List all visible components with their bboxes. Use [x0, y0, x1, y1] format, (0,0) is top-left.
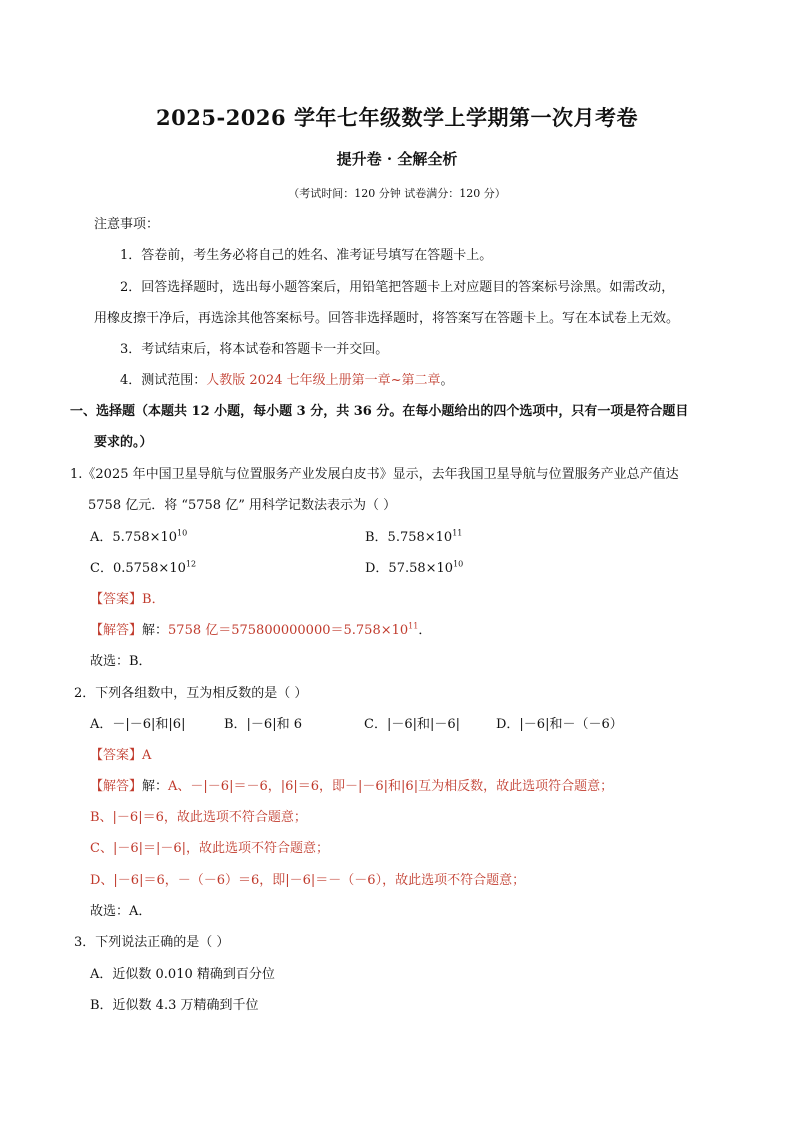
q1-solution-exp: 11	[408, 621, 419, 631]
notice-item-4-suffix: 。	[440, 373, 454, 388]
q2-solution-d: D、|－6|＝6，－（－6）＝6，即|－6|＝－（－6），故此选项不符合题意；	[90, 873, 526, 888]
q2-conclusion: 故选：A．	[90, 904, 152, 919]
q1-solution-end: ．	[418, 623, 432, 638]
q1-answer-value: B．	[142, 592, 165, 607]
q3-option-b: B．近似数 4.3 万精确到千位	[90, 998, 259, 1013]
q2-solution-b: B、|－6|＝6，故此选项不符合题意；	[90, 810, 307, 825]
q1-option-a-exp: 10	[177, 528, 188, 538]
q2-answer-value: A	[142, 748, 152, 763]
q3-option-a: A．近似数 0.010 精确到百分位	[90, 967, 275, 982]
notice-item-3: 3．考试结束后，将本试卷和答题卡一并交回。	[120, 342, 389, 357]
q1-option-b-exp: 11	[452, 528, 463, 538]
q1-stem-line-2: 5758 亿元．将 “5758 亿” 用科学记数法表示为（ ）	[88, 498, 397, 513]
notice-item-1: 1．答卷前，考生务必将自己的姓名、准考证号填写在答题卡上。	[120, 248, 493, 263]
q1-solution-tag: 【解答】	[90, 623, 143, 638]
q2-solution-prefix: 解：	[142, 779, 169, 794]
test-range: 人教版 2024 七年级上册第一章~第二章	[206, 373, 441, 388]
q2-option-d: D．|－6|和－（－6）	[496, 717, 623, 732]
q1-stem-line-1: 1.《2025 年中国卫星导航与位置服务产业发展白皮书》显示，去年我国卫星导航与位置服务产业总产值达	[70, 467, 679, 482]
q2-solution-a: A、－|－6|＝－6，|6|＝6，即－|－6|和|6|互为相反数，故此选项符合题意；	[168, 779, 614, 794]
q1-solution	[90, 622, 431, 640]
q2-answer-tag: 【答案】	[90, 748, 143, 763]
q1-option-d-base: D．57.58×10	[365, 561, 454, 576]
notice-heading: 注意事项：	[94, 217, 160, 232]
notice-item-2-line-1: 2．回答选择题时，选出每小题答案后，用铅笔把答题卡上对应题目的答案标号涂黑。如需改动，	[120, 280, 675, 295]
q1-option-d	[365, 560, 463, 578]
q2-solution-c: C、|－6|＝|－6|，故此选项不符合题意；	[90, 841, 330, 856]
q2-option-b: B．|－6|和 6	[224, 717, 302, 732]
q1-answer-tag: 【答案】	[90, 592, 143, 607]
q2-solution-tag: 【解答】	[90, 779, 143, 794]
page-title: 2025-2026 学年七年级数学上学期第一次月考卷	[156, 105, 638, 130]
page-subtitle: 提升卷 · 全解全析	[336, 150, 458, 168]
q1-solution-body: 5758 亿＝575800000000＝5.758×10	[168, 623, 409, 638]
q1-option-b-base: B．5.758×10	[365, 530, 453, 545]
q2-solution	[90, 778, 613, 796]
section-heading-line-2: 要求的。）	[94, 435, 153, 450]
section-heading-line-1: 一、选择题（本题共 12 小题，每小题 3 分，共 36 分。在每小题给出的四个选项中，只有一项是符合题目	[70, 404, 689, 419]
q1-option-a	[90, 529, 187, 547]
notice-item-4-prefix: 4．测试范围：	[120, 373, 207, 388]
q2-option-a: A．－|－6|和|6|	[90, 717, 186, 732]
q1-option-b	[365, 529, 462, 547]
q1-conclusion: 故选：B．	[90, 654, 152, 669]
q1-option-c	[90, 560, 196, 578]
exam-info: （考试时间：120 分钟 试卷满分：120 分）	[288, 187, 506, 200]
q1-option-d-exp: 10	[453, 559, 464, 569]
q1-option-a-base: A．5.758×10	[90, 530, 178, 545]
q1-answer	[90, 591, 165, 609]
q2-answer	[90, 747, 151, 765]
q1-solution-prefix: 解：	[142, 623, 169, 638]
notice-item-2-line-2: 用橡皮擦干净后，再选涂其他答案标号。回答非选择题时，将答案写在答题卡上。写在本试卷上无效。	[94, 311, 680, 326]
notice-item-4	[120, 372, 454, 390]
q3-stem: 3．下列说法正确的是（ ）	[74, 935, 230, 950]
q2-stem: 2．下列各组数中，互为相反数的是（ ）	[74, 686, 308, 701]
q1-option-c-exp: 12	[185, 559, 197, 569]
q2-option-c: C．|－6|和|－6|	[364, 717, 461, 732]
q1-option-c-base: C．0.5758×10	[90, 561, 186, 576]
